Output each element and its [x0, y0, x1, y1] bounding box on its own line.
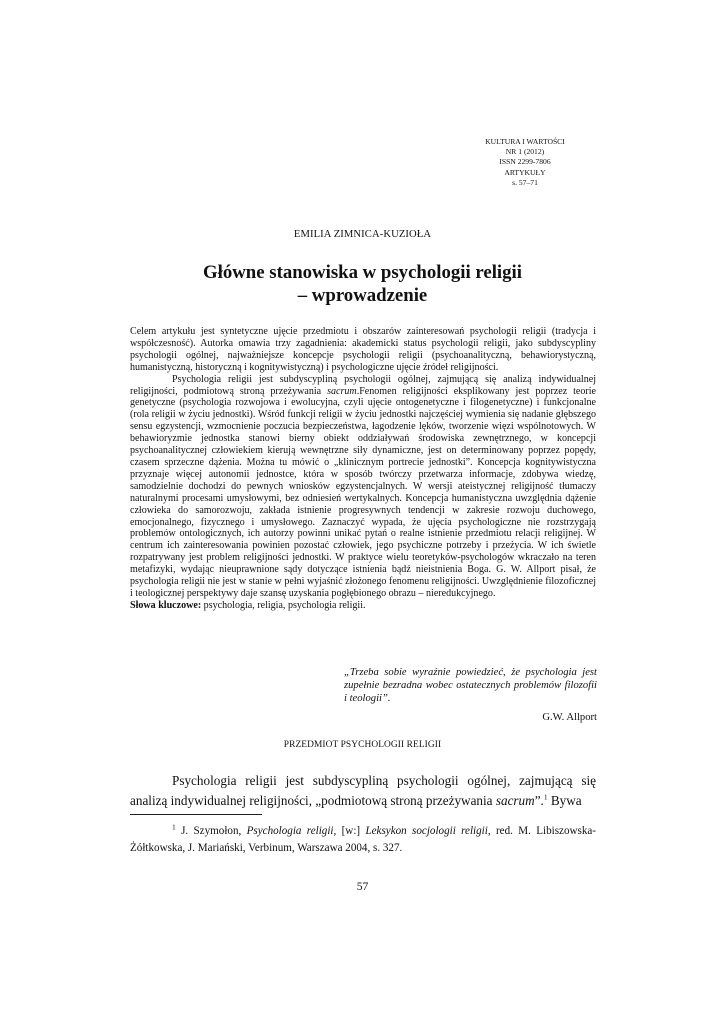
section-title: PRZEDMIOT PSYCHOLOGII RELIGII [283, 740, 442, 750]
journal-issue: NR 1 (2012) [505, 147, 545, 157]
epigraph-quote: „Trzeba sobie wyraźnie powiedzieć, że psychologia jest zupełnie bezradna wobec ostatecznych problemów filozofii i teologii”. [344, 667, 597, 704]
footnote-text [130, 823, 596, 857]
body-paragraph [130, 771, 596, 810]
article-pages: s. 57–71 [512, 177, 538, 187]
footnote-number: 1 [172, 822, 176, 832]
keywords-list: psychologia, religia, psychologia religii. [201, 599, 366, 611]
abstract-paragraph-2 [130, 374, 596, 600]
footnote-title-2: Leksykon socjologii religii [365, 825, 488, 837]
journal-name: KULTURA I WARTOŚCI [485, 137, 565, 146]
abstract-text-cont: .Fenomen religijności eksplikowany jest poprzez teorie genetyczne (psychologia rozwojowa i ewolucyjna, czyli ujęcie ontogenetyczne i filogenetyczne) i funkcjonalne (rola religii w życiu jednostki). Wśród funkcji religii w życiu jednostki najczęściej wymienia się nadanie głębszego sensu egzystencji, wzmocnienie poczucia bezpieczeństwa, łagodzenie lęków, tworzenie więzi wspólnotowych. W behawioryzmie jednostka stanowi bierny obiekt oddziaływań środowiska zewnętrznego, w koncepcji psychoanalitycznej człowiekiem kierują wewnętrzne siły dynamiczne, jest on determinowany poprzez popędy, czasem sprzeczne dążenia. Można tu mówić o „klinicznym portrecie jednostki”. Koncepcja kognitywistyczna przyznaje więcej autonomii jednostce, która w sposób twórczy przetwarza informacje, zdobywa wiedzę, samodzielnie dochodzi do pewnych wniosków egzystencjalnych. W wersji ateistycznej religijność tłumaczy naturalnymi procesami umysłowymi, bez odniesień wertykalnych. Koncepcja humanistyczna uwzględnia dążenie człowieka do samorozwoju, zakłada istnienie progresywnych tendencji w zakresie rozwoju duchowego, emocjonalnego, fizycznego i umysłowego. Zaznaczyć wypada, że ujęcia psychologiczne nie rozstrzygają problemów ontologicznych, ich autorzy powinni unikać pytań o realne istnienie przedmiotu relacji religijnej. W centrum ich zainteresowania powinien pozostać człowiek, jego psychiczne potrzeby i przeżycia. W ich świetle rozpatrywany jest problem religijności jednostki. W praktyce wielu teoretyków-psychologów wkraczało na teren metafizyki, wydając nieuprawnione sądy dotyczące istnienia bądź nieistnienia Boga. G. W. Allport pisał, że psychologia religii nie jest w stanie w pełni wyjaśnić złożonego fenomenu religijności. Uwzględnienie filozoficznej i teologicznej perspektywy daje szansę uzyskania pogłębionego obrazu – nieredukcyjnego. [130, 385, 596, 599]
footnote-part-c: , red. M. Libiszowska-Żółtkowska, J. Mariański, Verbinum, Warszawa 2004, s. 327. [130, 825, 596, 854]
abstract-text: Psychologia religii jest subdyscypliną psychologii ogólnej, zajmującą się analizą indywidualnej religijności, podmiotową stroną przeżywania [130, 373, 596, 397]
footnote-part-b: [w:] [336, 825, 366, 837]
body-text [130, 771, 596, 810]
journal-metadata [465, 137, 585, 188]
footnote-rule [130, 814, 262, 815]
title-line-1: Główne stanowiska w psychologii religii [203, 262, 522, 283]
footnote-part-a: J. Szymołon, [175, 825, 247, 837]
body-sacrum: sacrum [495, 792, 535, 808]
abstract-paragraph-1: Celem artykułu jest syntetyczne ujęcie przedmiotu i obszarów zainteresowań psychologii religii (tradycja i współczesność). Autorka omawia trzy zagadnienia: akademicki status psychologii religii, jako subdyscypliny psychologii ogólnej, najważniejsze koncepcje psychologii religii (psychoanalityczną, behawiorystyczną, humanistyczną, historyczną i kognitywistyczną) i psychologiczne ujęcie źródeł religijności. [130, 326, 596, 373]
article-author: EMILIA ZIMNICA-KUZIOŁA [293, 229, 432, 240]
footnote [130, 823, 596, 857]
body-text-part: Psychologia religii jest subdyscypliną psychologii ogólnej, zajmującą się analizą indywidualnej religijności, „podmiotową stroną przeżywania [130, 773, 596, 808]
keywords-label: Słowa kluczowe: [130, 599, 202, 611]
body-text-close: ”. [534, 792, 544, 808]
abstract-sacrum: sacrum [327, 385, 357, 397]
footnote-ref[interactable]: 1 [543, 792, 548, 802]
journal-issn: ISSN 2299-7806 [499, 157, 551, 167]
keywords [130, 600, 596, 612]
abstract [130, 326, 596, 612]
body-text-tail: Bywa [547, 792, 582, 808]
journal-section: ARTYKUŁY [504, 167, 546, 177]
epigraph-author: G.W. Allport [542, 712, 597, 723]
footnote-title-1: Psychologia religii, [246, 825, 337, 837]
page-number: 57 [356, 880, 369, 893]
title-line-2: – wprowadzenie [297, 285, 428, 306]
article-title [0, 261, 725, 307]
